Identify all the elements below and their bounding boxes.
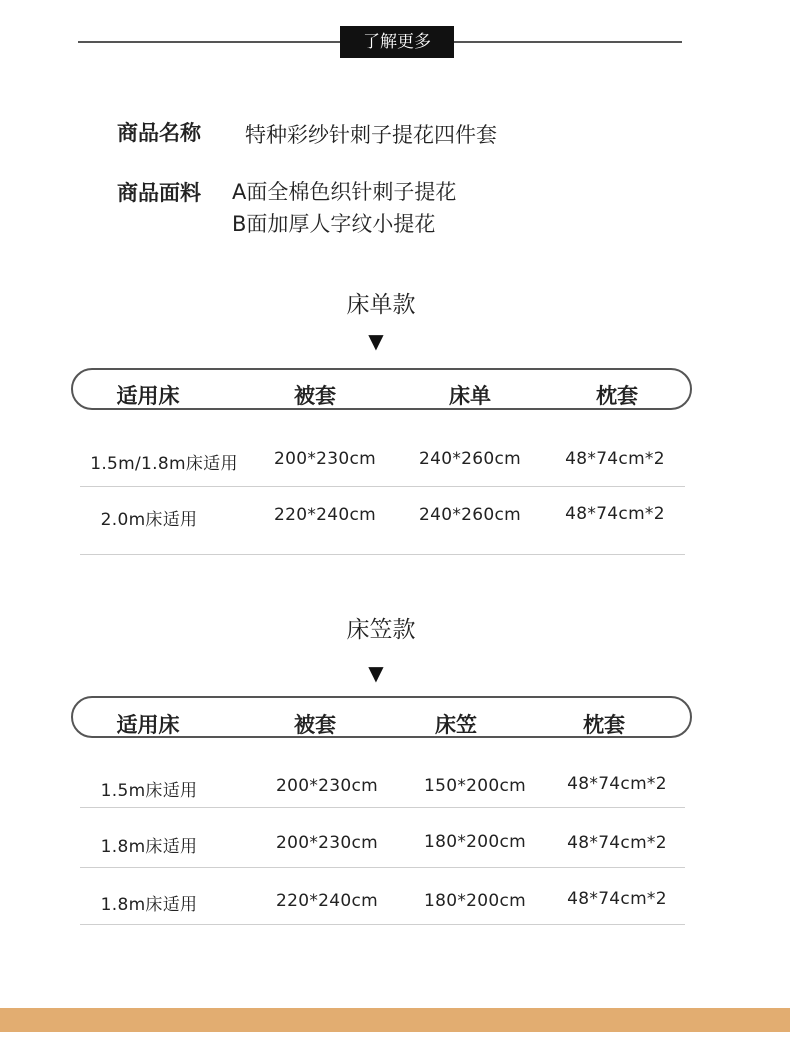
sheet-row-1-sheet: 240*260cm (418, 449, 521, 469)
sheet-row-2-duvet: 220*240cm (273, 505, 376, 525)
sheet-row-2-sheet: 240*260cm (418, 505, 521, 525)
fitted-row-3-fitted-sheet: 180*200cm (423, 891, 526, 911)
sheet-header-pillowcase: 枕套 (596, 384, 638, 408)
fitted-header-pillowcase: 枕套 (583, 713, 625, 737)
sheet-row-2-bed: 2.0m床适用 (100, 510, 198, 530)
sheet-header-bed: 适用床 (116, 384, 180, 408)
sheet-header-sheet: 床单 (449, 384, 491, 408)
fitted-header-duvet: 被套 (294, 713, 336, 737)
product-name-value: 特种彩纱针刺子提花四件套 (245, 123, 497, 147)
sheet-row-2-pillowcase: 48*74cm*2 (565, 504, 665, 524)
sheet-down-arrow-icon: ▼ (368, 329, 384, 353)
sheet-header-duvet: 被套 (294, 384, 336, 408)
learn-more-banner: 了解更多 (340, 26, 454, 58)
fitted-row-3-duvet: 220*240cm (275, 891, 378, 911)
fitted-row-2-fitted-sheet: 180*200cm (423, 832, 526, 852)
fitted-row-1-fitted-sheet: 150*200cm (423, 776, 526, 796)
fitted-row-1-pillowcase: 48*74cm*2 (567, 774, 667, 794)
sheet-row-divider (80, 486, 685, 487)
fitted-header-bed: 适用床 (116, 713, 180, 737)
product-name-label: 商品名称 (117, 121, 201, 145)
product-fabric-label: 商品面料 (117, 181, 201, 205)
fitted-row-2-pillowcase: 48*74cm*2 (567, 833, 667, 853)
banner-divider-left (78, 41, 340, 43)
fitted-row-divider (80, 924, 685, 925)
sheet-section-title: 床单款 (346, 292, 416, 318)
banner-divider-right (454, 41, 682, 43)
fitted-section-title: 床笠款 (346, 617, 416, 643)
fitted-header-fitted-sheet: 床笠 (435, 713, 477, 737)
fitted-row-3-bed: 1.8m床适用 (100, 895, 198, 915)
fitted-row-2-bed: 1.8m床适用 (100, 837, 198, 857)
sheet-row-1-bed: 1.5m/1.8m床适用 (90, 454, 238, 474)
fitted-row-divider (80, 807, 685, 808)
fitted-row-1-duvet: 200*230cm (275, 776, 378, 796)
fitted-row-divider (80, 867, 685, 868)
footer-color-bar (0, 1008, 790, 1032)
sheet-row-1-duvet: 200*230cm (273, 449, 376, 469)
fitted-down-arrow-icon: ▼ (368, 661, 384, 685)
sheet-row-1-pillowcase: 48*74cm*2 (565, 449, 665, 469)
fitted-row-2-duvet: 200*230cm (275, 833, 378, 853)
product-fabric-value-b: B面加厚人字纹小提花 (232, 212, 436, 236)
sheet-row-divider (80, 554, 685, 555)
product-fabric-value-a: A面全棉色织针刺子提花 (232, 180, 457, 204)
fitted-row-3-pillowcase: 48*74cm*2 (567, 889, 667, 909)
fitted-row-1-bed: 1.5m床适用 (100, 781, 198, 801)
